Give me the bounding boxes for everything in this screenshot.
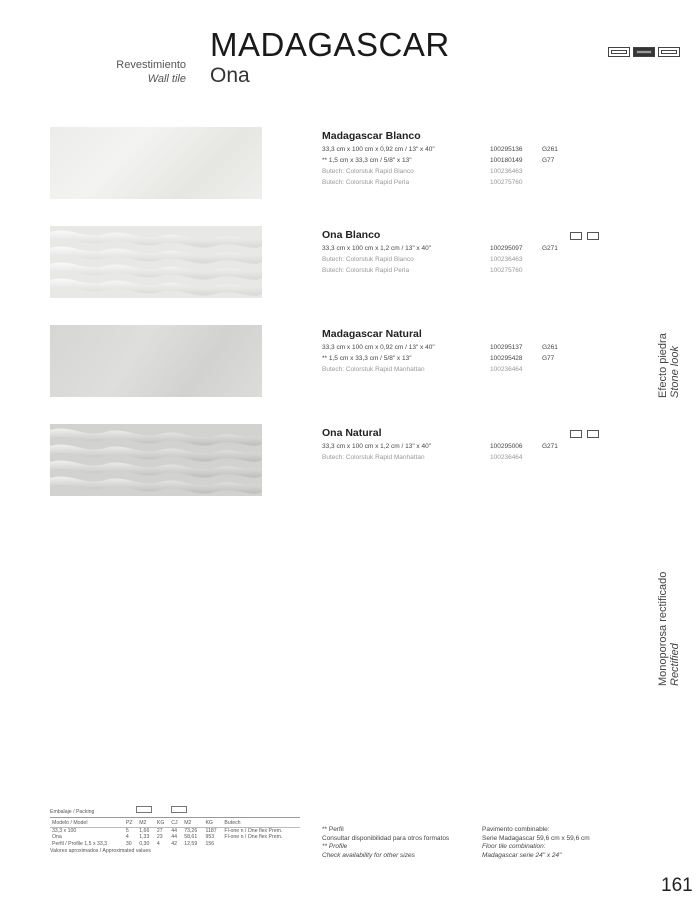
side-type-es: Monoporosa rectificado: [657, 571, 669, 686]
table-cell: 42: [171, 841, 178, 848]
table-cell: 44: [171, 834, 178, 841]
side-look-label: [657, 333, 681, 398]
row-code: 100275760: [490, 267, 523, 274]
note-line: Pavimento combinable:: [482, 826, 550, 833]
packing-header-cell: KG: [155, 820, 169, 827]
row-desc: Butech: Colorstuk Rapid Blanco: [322, 256, 414, 263]
note-line: Madagascar serie 24" x 24": [482, 851, 562, 859]
wall-format-selected-icon: [633, 47, 655, 57]
row-group: G271: [542, 245, 558, 252]
tile-image-madagascar-natural: [50, 325, 262, 397]
table-cell: 4: [156, 841, 160, 848]
row-group: G77: [542, 157, 555, 164]
product-name: Madagascar Natural: [322, 328, 422, 340]
packing-header-row: [50, 820, 300, 827]
row-code: 100295097: [490, 245, 523, 252]
note-line: Floor tile combination:: [482, 843, 546, 850]
packing-header-cell: Butech: [222, 820, 300, 827]
row-code: 100295006: [490, 443, 523, 450]
table-row: [50, 841, 300, 848]
note-line: ** Perfil: [322, 826, 344, 833]
page-number: 161: [661, 875, 693, 896]
table-cell: 5: [125, 827, 129, 834]
product-row: [322, 256, 622, 267]
page-title: MADAGASCAR: [210, 26, 450, 63]
row-code: 100180149: [490, 157, 523, 164]
category-label: [116, 58, 186, 86]
side-look-es: Efecto piedra: [657, 333, 669, 398]
tile-image-madagascar-blanco: [50, 127, 262, 199]
table-cell: 58,61: [184, 834, 198, 841]
product-madagascar-natural: [322, 328, 622, 377]
category-es: Revestimiento: [116, 59, 186, 71]
table-cell: 30: [125, 841, 132, 848]
profile-notes: [322, 826, 449, 860]
table-cell: 73,26: [184, 827, 198, 834]
table-cell: Ona: [52, 834, 62, 841]
row-code: 100295428: [490, 355, 523, 362]
table-cell: 1,33: [139, 834, 150, 841]
packing-header-cell: KG: [203, 820, 222, 827]
product-madagascar-blanco: [322, 130, 622, 190]
product-ona-natural: [322, 427, 622, 465]
row-desc: ** 1,5 cm x 33,3 cm / 5/8" x 13": [322, 157, 412, 164]
row-desc: Butech: Colorstuk Rapid Perla: [322, 267, 410, 274]
floor-format-icon: [658, 47, 680, 57]
tile-image-ona-natural: [50, 424, 262, 496]
row-desc: Butech: Colorstuk Rapid Perla: [322, 179, 410, 186]
packing-header-cell: CJ: [169, 820, 182, 827]
row-desc: Butech: Colorstuk Rapid Manhattan: [322, 454, 425, 461]
table-cell: 44: [171, 827, 178, 834]
box-icon: [136, 806, 152, 813]
row-desc: Butech: Colorstuk Rapid Manhattan: [322, 366, 425, 373]
row-code: 100295137: [490, 344, 523, 351]
product-row: [322, 168, 622, 179]
side-type-en: Rectified: [669, 643, 681, 686]
packing-title: [50, 806, 300, 818]
product-name: Ona Natural: [322, 427, 382, 439]
table-row: [50, 827, 300, 834]
product-name: Ona Blanco: [322, 229, 381, 241]
tile-image-ona-blanco: [50, 226, 262, 298]
row-code: 100275760: [490, 179, 523, 186]
table-cell: Fl-one n / One flex Prem.: [224, 827, 283, 834]
product-row: [322, 454, 622, 465]
product-ona-blanco: [322, 229, 622, 278]
row-group: G271: [542, 443, 558, 450]
category-en: Wall tile: [147, 73, 186, 85]
packing-header-cell: M2: [137, 820, 155, 827]
row-desc: 33,3 cm x 100 cm x 1,2 cm / 13" x 40": [322, 245, 432, 252]
side-look-en: Stone look: [669, 346, 681, 398]
table-cell: [222, 841, 300, 848]
row-group: G261: [542, 344, 558, 351]
page-subtitle: Ona: [210, 64, 250, 87]
product-row: [322, 443, 622, 454]
row-code: 100236463: [490, 168, 523, 175]
packing-footnote: Valores aproximados / Approximated values: [50, 848, 151, 855]
table-row: [50, 834, 300, 841]
note-line: ** Profile: [322, 843, 348, 850]
format-icons: [608, 47, 680, 57]
product-row: [322, 366, 622, 377]
table-cell: Fl-one n / One flex Prem.: [224, 834, 283, 841]
row-code: 100295136: [490, 146, 523, 153]
product-row: [322, 355, 622, 366]
product-row: [322, 344, 622, 355]
row-group: G77: [542, 355, 555, 362]
product-row: [322, 146, 622, 157]
row-desc: 33,3 cm x 100 cm x 0,92 cm / 13" x 40": [322, 146, 435, 153]
product-row: [322, 179, 622, 190]
side-type-label: [657, 572, 681, 686]
table-cell: 953: [205, 834, 215, 841]
note-line: Consultar disponibilidad para otros formatos: [322, 834, 450, 842]
product-row: [322, 245, 622, 256]
table-cell: 27: [156, 827, 163, 834]
wall-format-icon: [608, 47, 630, 57]
product-row: [322, 157, 622, 168]
table-cell: 12,59: [184, 841, 198, 848]
table-cell: 23: [156, 834, 163, 841]
table-cell: 0,30: [139, 841, 150, 848]
row-code: 100236463: [490, 256, 523, 263]
product-row: [322, 267, 622, 278]
row-code: 100236464: [490, 454, 523, 461]
row-desc: Butech: Colorstuk Rapid Blanco: [322, 168, 414, 175]
row-desc: 33,3 cm x 100 cm x 1,2 cm / 13" x 40": [322, 443, 432, 450]
pallet-icon: [171, 806, 187, 813]
note-line: Serie Madagascar 59,6 cm x 59,6 cm: [482, 834, 590, 842]
packing-header-cell: PZ: [124, 820, 137, 827]
packing-header-cell: Modelo / Model: [50, 820, 124, 827]
row-desc: ** 1,5 cm x 33,3 cm / 5/8" x 13": [322, 355, 412, 362]
row-code: 100236464: [490, 366, 523, 373]
table-cell: Perfil / Profile 1,5 x 33,3: [52, 841, 108, 848]
packing-table: [50, 806, 300, 854]
row-desc: 33,3 cm x 100 cm x 0,92 cm / 13" x 40": [322, 344, 435, 351]
table-cell: 156: [205, 841, 215, 848]
table-cell: 4: [125, 834, 129, 841]
table-cell: 1,66: [139, 827, 150, 834]
row-group: G261: [542, 146, 558, 153]
packing-header-cell: M2: [182, 820, 203, 827]
floor-combination-notes: [482, 826, 590, 860]
packing-title-text: Embalaje / Packing: [50, 809, 95, 815]
table-cell: 33,3 x 100: [52, 827, 77, 834]
product-name: Madagascar Blanco: [322, 130, 421, 142]
note-line: Check availability for other sizes: [322, 851, 415, 859]
table-cell: 1187: [205, 827, 217, 834]
